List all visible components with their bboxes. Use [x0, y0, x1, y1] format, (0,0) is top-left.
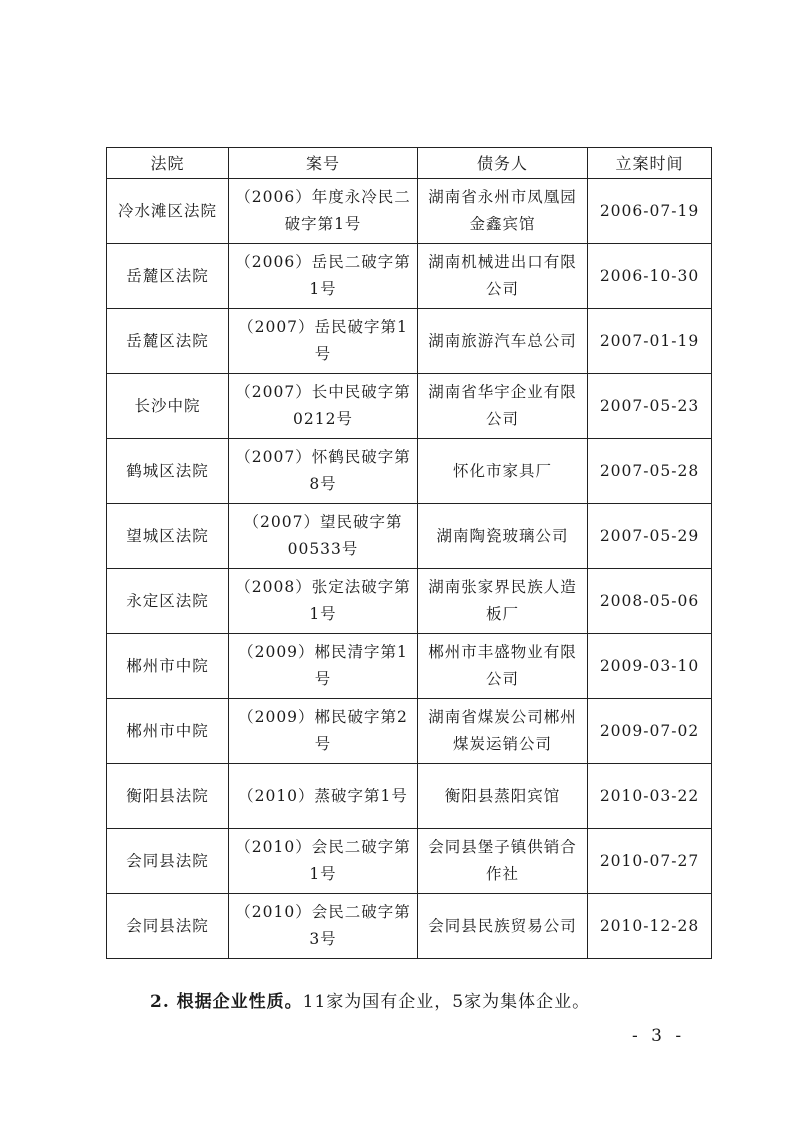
cell-case-number: （2010）会民二破字第1号 [229, 829, 418, 894]
cell-debtor: 湖南省永州市凤凰园金鑫宾馆 [418, 179, 588, 244]
table-row [107, 179, 712, 244]
table-row [107, 829, 712, 894]
cell-case-number: （2010）会民二破字第3号 [229, 894, 418, 959]
cell-filing-date: 2010-07-27 [588, 829, 712, 894]
cell-filing-date: 2006-10-30 [588, 244, 712, 309]
table-row [107, 504, 712, 569]
cell-case-number: （2006）岳民二破字第1号 [229, 244, 418, 309]
cell-court: 长沙中院 [107, 374, 229, 439]
cell-case-number: （2007）望民破字第00533号 [229, 504, 418, 569]
header-court: 法院 [107, 148, 229, 179]
cell-case-number: （2008）张定法破字第1号 [229, 569, 418, 634]
cell-court: 郴州市中院 [107, 634, 229, 699]
body-paragraph [150, 987, 590, 1012]
cell-debtor: 会同县堡子镇供销合作社 [418, 829, 588, 894]
cell-case-number: （2009）郴民破字第2号 [229, 699, 418, 764]
cell-court: 望城区法院 [107, 504, 229, 569]
cell-debtor: 湖南省华宇企业有限公司 [418, 374, 588, 439]
table-row [107, 569, 712, 634]
cell-court: 岳麓区法院 [107, 244, 229, 309]
cell-case-number: （2006）年度永冷民二破字第1号 [229, 179, 418, 244]
cell-case-number: （2007）长中民破字第0212号 [229, 374, 418, 439]
cell-court: 衡阳县法院 [107, 764, 229, 829]
header-case-number: 案号 [229, 148, 418, 179]
cell-court: 郴州市中院 [107, 699, 229, 764]
cell-court: 会同县法院 [107, 894, 229, 959]
table-row [107, 439, 712, 504]
cell-filing-date: 2010-12-28 [588, 894, 712, 959]
cell-court: 会同县法院 [107, 829, 229, 894]
page-number: - 3 - [632, 1026, 686, 1046]
cell-filing-date: 2010-03-22 [588, 764, 712, 829]
cell-debtor: 会同县民族贸易公司 [418, 894, 588, 959]
cell-filing-date: 2007-05-29 [588, 504, 712, 569]
cell-court: 永定区法院 [107, 569, 229, 634]
table-row [107, 699, 712, 764]
cell-debtor: 湖南省煤炭公司郴州煤炭运销公司 [418, 699, 588, 764]
cell-case-number: （2010）蒸破字第1号 [229, 764, 418, 829]
cell-filing-date: 2009-03-10 [588, 634, 712, 699]
table-row [107, 894, 712, 959]
cell-court: 鹤城区法院 [107, 439, 229, 504]
cell-case-number: （2007）怀鹤民破字第8号 [229, 439, 418, 504]
table-row [107, 374, 712, 439]
cell-debtor: 郴州市丰盛物业有限公司 [418, 634, 588, 699]
cell-debtor: 衡阳县蒸阳宾馆 [418, 764, 588, 829]
table-row [107, 764, 712, 829]
cell-filing-date: 2006-07-19 [588, 179, 712, 244]
cell-filing-date: 2007-05-28 [588, 439, 712, 504]
cell-court: 冷水滩区法院 [107, 179, 229, 244]
table-header-row [107, 148, 712, 179]
paragraph-heading: 2. 根据企业性质。 [150, 992, 303, 1012]
header-debtor: 债务人 [418, 148, 588, 179]
table-row [107, 634, 712, 699]
cell-court: 岳麓区法院 [107, 309, 229, 374]
cell-case-number: （2009）郴民清字第1号 [229, 634, 418, 699]
table-row [107, 309, 712, 374]
cell-debtor: 湖南陶瓷玻璃公司 [418, 504, 588, 569]
table-row [107, 244, 712, 309]
bankruptcy-cases-table [106, 147, 712, 959]
cell-filing-date: 2008-05-06 [588, 569, 712, 634]
cell-filing-date: 2007-05-23 [588, 374, 712, 439]
header-filing-date: 立案时间 [588, 148, 712, 179]
cell-filing-date: 2007-01-19 [588, 309, 712, 374]
cell-filing-date: 2009-07-02 [588, 699, 712, 764]
cell-debtor: 湖南机械进出口有限公司 [418, 244, 588, 309]
paragraph-text: 11家为国有企业，5家为集体企业。 [302, 992, 591, 1012]
cell-debtor: 湖南张家界民族人造板厂 [418, 569, 588, 634]
cell-case-number: （2007）岳民破字第1号 [229, 309, 418, 374]
cell-debtor: 怀化市家具厂 [418, 439, 588, 504]
cell-debtor: 湖南旅游汽车总公司 [418, 309, 588, 374]
